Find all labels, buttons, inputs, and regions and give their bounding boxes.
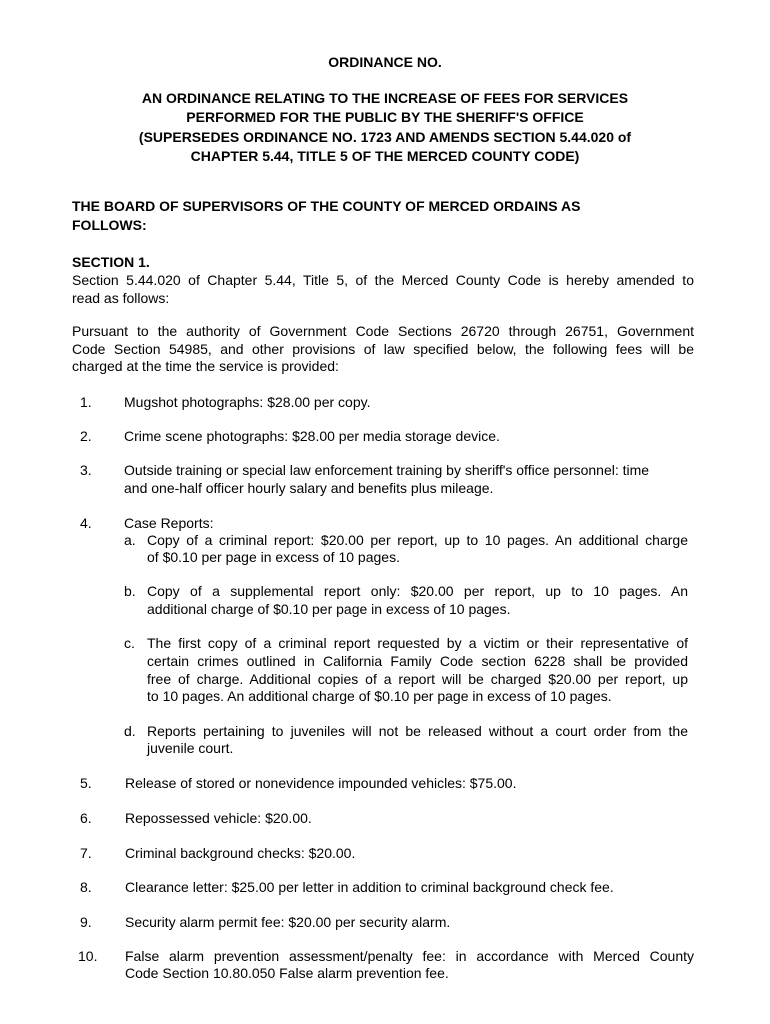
case-report-c-letter: c. bbox=[124, 635, 135, 651]
ordains-line-2: FOLLOWS: bbox=[72, 217, 147, 233]
item-4-text: Case Reports: bbox=[124, 515, 214, 531]
title-line-3: (SUPERSEDES ORDINANCE NO. 1723 AND AMENDS SECTION 5.44.020 of bbox=[138, 129, 632, 145]
item-7-text: Criminal background checks: $20.00. bbox=[125, 845, 356, 861]
item-8-number: 8. bbox=[80, 879, 92, 895]
item-9-number: 9. bbox=[80, 914, 92, 930]
ordinance-number: ORDINANCE NO. bbox=[328, 54, 442, 70]
case-report-a-letter: a. bbox=[124, 532, 136, 548]
pursuant-line-2: Code Section 54985, and other provisions of law specified below, the following fees will be bbox=[72, 341, 694, 357]
item-8-text: Clearance letter: $25.00 per letter in addition to criminal background check fee. bbox=[125, 879, 614, 895]
section-1-intro-line-1: Section 5.44.020 of Chapter 5.44, Title 5, of the Merced County Code is hereby amended to bbox=[72, 272, 694, 288]
item-1-text: Mugshot photographs: $28.00 per copy. bbox=[124, 394, 371, 410]
case-report-c-line-2: certain crimes outlined in California Family Code section 6228 shall be provided bbox=[147, 653, 688, 669]
item-5-text: Release of stored or nonevidence impounded vehicles: $75.00. bbox=[125, 775, 517, 791]
case-report-b-letter: b. bbox=[124, 583, 136, 599]
item-6-text: Repossessed vehicle: $20.00. bbox=[125, 810, 312, 826]
pursuant-line-1: Pursuant to the authority of Government Code Sections 26720 through 26751, Government bbox=[72, 323, 694, 339]
case-report-b-line-2: additional charge of $0.10 per page in excess of 10 pages. bbox=[147, 601, 511, 617]
item-7-number: 7. bbox=[80, 845, 92, 861]
item-5-number: 5. bbox=[80, 775, 92, 791]
item-10-number: 10. bbox=[78, 948, 98, 964]
item-3-text-line-1: Outside training or special law enforcement training by sheriff's office personnel: time bbox=[124, 462, 650, 478]
item-3-text-line-2: and one-half officer hourly salary and benefits plus mileage. bbox=[124, 480, 494, 496]
section-1-intro-line-2: read as follows: bbox=[72, 290, 170, 306]
item-10-text-line-2: Code Section 10.80.050 False alarm prevention fee. bbox=[125, 965, 449, 981]
case-report-a-line-1: Copy of a criminal report: $20.00 per report, up to 10 pages. An additional charge bbox=[147, 532, 688, 548]
item-2-number: 2. bbox=[80, 428, 92, 444]
ordains-line-1: THE BOARD OF SUPERVISORS OF THE COUNTY OF MERCED ORDAINS AS bbox=[72, 198, 581, 214]
section-1-heading: SECTION 1. bbox=[72, 254, 150, 270]
item-9-text: Security alarm permit fee: $20.00 per security alarm. bbox=[125, 914, 451, 930]
title-line-2: PERFORMED FOR THE PUBLIC BY THE SHERIFF'S OFFICE bbox=[186, 109, 584, 125]
item-6-number: 6. bbox=[80, 810, 92, 826]
item-2-text: Crime scene photographs: $28.00 per media storage device. bbox=[124, 428, 500, 444]
case-report-a-line-2: of $0.10 per page in excess of 10 pages. bbox=[147, 549, 400, 565]
case-report-d-line-2: juvenile court. bbox=[147, 740, 234, 756]
case-report-d-line-1: Reports pertaining to juveniles will not be released without a court order from the bbox=[147, 723, 688, 739]
title-line-4: CHAPTER 5.44, TITLE 5 OF THE MERCED COUNTY CODE) bbox=[190, 148, 580, 164]
title-line-1: AN ORDINANCE RELATING TO THE INCREASE OF FEES FOR SERVICES bbox=[141, 90, 629, 106]
case-report-d-letter: d. bbox=[124, 723, 136, 739]
item-3-number: 3. bbox=[80, 462, 92, 478]
item-1-number: 1. bbox=[80, 394, 92, 410]
pursuant-line-3: charged at the time the service is provided: bbox=[72, 358, 339, 374]
item-10-text-line-1: False alarm prevention assessment/penalty fee: in accordance with Merced County bbox=[125, 948, 694, 964]
case-report-c-line-3: free of charge. Additional copies of a report will be charged $20.00 per report, up bbox=[147, 671, 688, 687]
item-4-number: 4. bbox=[80, 515, 92, 531]
case-report-c-line-1: The first copy of a criminal report requested by a victim or their representative of bbox=[147, 635, 688, 651]
case-report-b-line-1: Copy of a supplemental report only: $20.00 per report, up to 10 pages. An bbox=[147, 583, 688, 599]
case-report-c-line-4: to 10 pages. An additional charge of $0.10 per page in excess of 10 pages. bbox=[147, 688, 612, 704]
